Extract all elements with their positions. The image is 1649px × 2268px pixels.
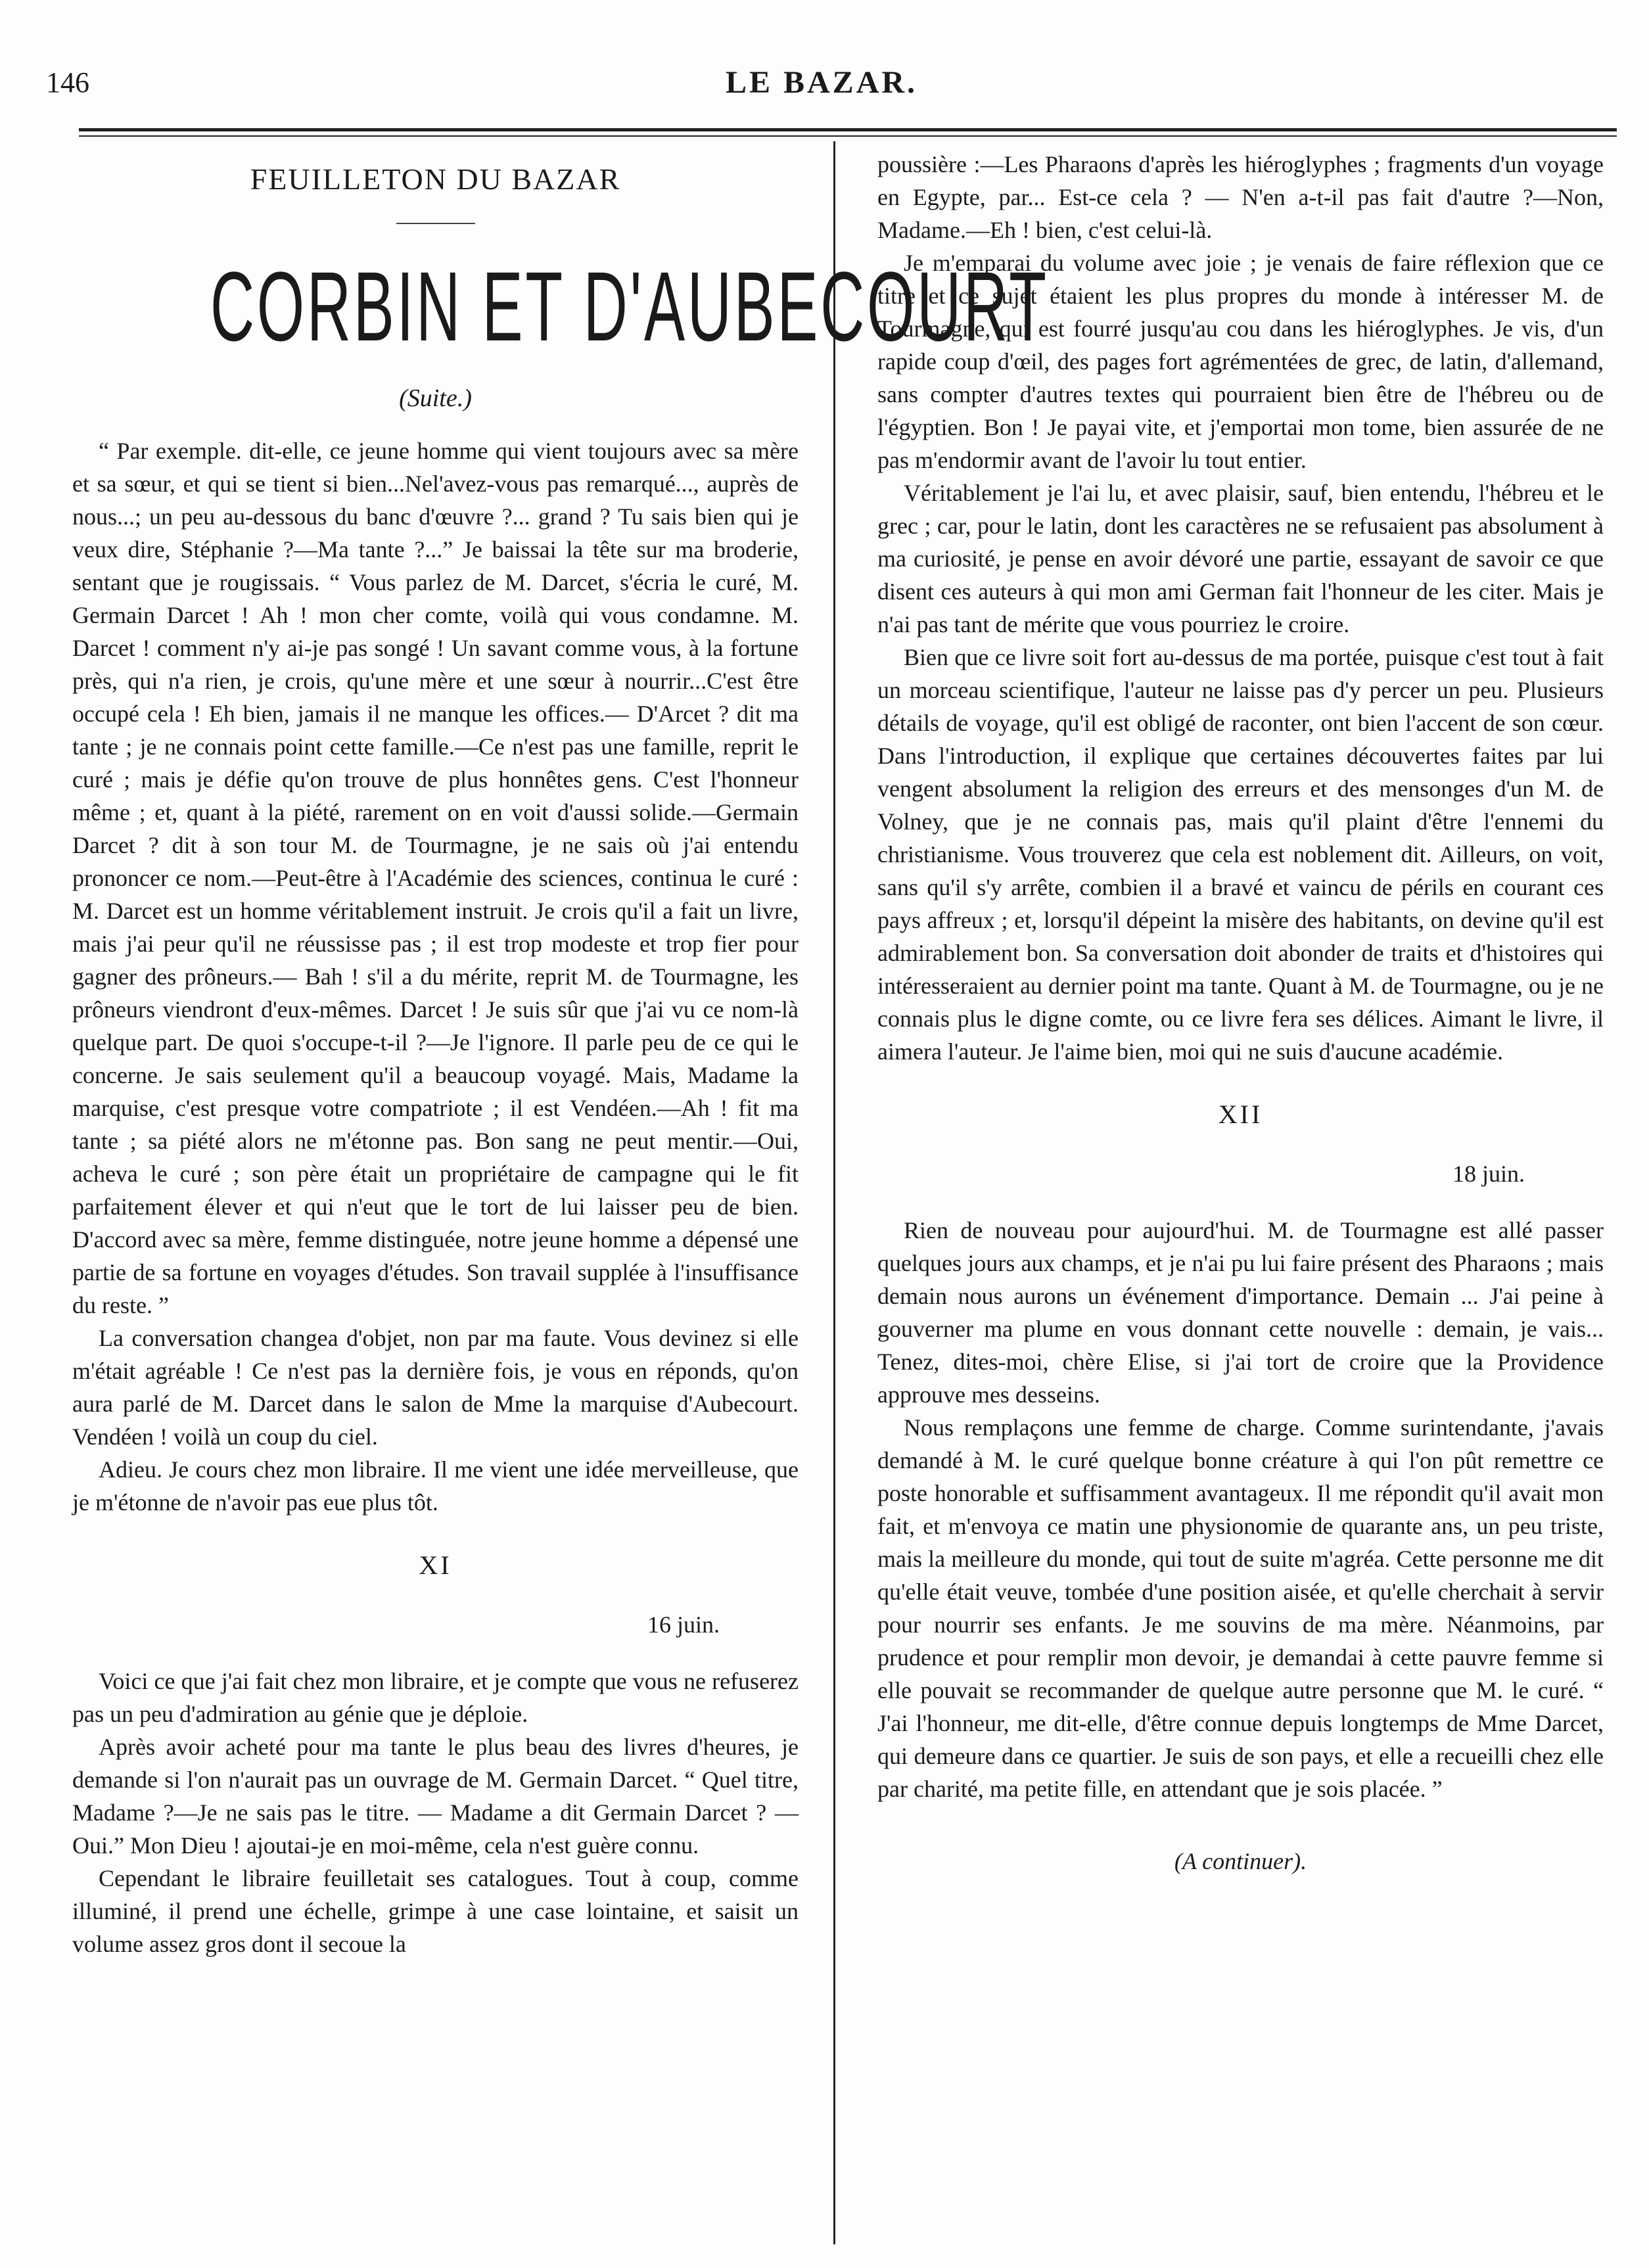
paragraph: Rien de nouveau pour aujourd'hui. M. de Tourmagne est allé passer quelques jours aux champs, et je n'ai pu lui faire présent des Pharaons ; mais demain nous aurons un événement d'importance. Demain ... J'ai peine à gouverner ma plume en vous donnant cette nouvelle : demain, je vais... Tenez, dites-moi, chère Elise, si j'ai tort de croire que la Providence approuve mes desseins.	[877, 1217, 1604, 1408]
paragraph: poussière :—Les Pharaons d'après les hiéroglyphes ; fragments d'un voyage en Egypte, par... Est-ce cela ? — N'en a-t-il pas fait d'autre ?—Non, Madame.—Eh ! bien, c'est celui-là.	[877, 151, 1604, 243]
column-divider	[833, 141, 835, 2244]
paragraph: “ Par exemple. dit-elle, ce jeune homme qui vient toujours avec sa mère et sa sœur, et qui se tient si bien...Nel'avez-vous pas remarqué..., auprès de nous...; un peu au-dessous du banc d'œuvre ?... grand ? Tu sais bien qui je veux dire, Stéphanie ?—Ma tante ?...” Je baissai la tête sur ma broderie, sentant que je rougissais. “ Vous parlez de M. Darcet, s'écria le curé, M. Germain Darcet ! Ah ! mon cher comte, voilà qui vous condamne. M. Darcet ! comment n'y ai-je pas songé ! Un savant comme vous, à la fortune près, qui n'a rien, je crois, qu'une mère et une sœur à nourrir...C'est être occupé cela ! Eh bien, jamais il ne manque les offices.— D'Arcet ? dit ma tante ; je ne connais point cette famille.—Ce n'est pas une famille, reprit le curé ; mais je défie qu'on trouve de plus honnêtes gens. C'est l'honneur même ; et, quant à la piété, rarement on en voit d'aussi solide.—Germain Darcet ? dit à son tour M. de Tourmagne, je ne sais où j'ai entendu prononcer ce nom.—Peut-être à l'Académie des sciences, continua le curé : M. Darcet est un homme véritablement instruit. Je crois qu'il a fait un livre, mais j'ai peur qu'il ne réussisse pas ; il est trop modeste et trop fier pour gagner des prôneurs.— Bah ! s'il a du mérite, reprit M. de Tourmagne, les prôneurs viendront d'eux-mêmes. Darcet ! Je suis sûr que j'ai vu ce nom-là quelque part. De quoi s'occupe-t-il ?—Je l'ignore. Il parle peu de ce qui le concerne. Je sais seulement qu'il a beaucoup voyagé. Mais, Madame la marquise, c'est presque votre compatriote ; il est Vendéen.—Ah ! fit ma tante ; sa piété alors ne m'étonne pas. Bon sang ne peut mentir.—Oui, acheva le curé ; son père était un propriétaire de campagne qui le fit parfaitement élever et qui n'eut que le tort de lui laisser peu de bien. D'accord avec sa mère, femme distinguée, notre jeune homme a dépensé une partie de sa fortune en voyages d'études. Son travail supplée à l'insuffisance du reste. ”	[72, 438, 799, 1318]
paragraph: Bien que ce livre soit fort au-dessus de ma portée, puisque c'est tout à fait un morceau scientifique, l'auteur ne laisse pas d'y percer un peu. Plusieurs détails de voyage, qu'il est obligé de raconter, ont bien l'accent de son cœur. Dans l'introduction, il explique que certaines découvertes faites par lui vengent absolument la religion des erreurs et des mensonges d'un M. de Volney, que je ne connais pas, mais qu'il plaint d'être l'ennemi du christianisme. Vous trouverez que cela est noblement dit. Ailleurs, on voit, sans qu'il s'y arrête, combien il a bravé et vaincu de périls en courant ces pays affreux ; et, lorsqu'il dépeint la misère des habitants, on devine qu'il est admirablement bon. Sa conversation doit abonder de traits et d'histoires qui intéresseraient au dernier point ma tante. Quant à M. de Tourmagne, ou je ne connais plus le digne comte, ou ce livre fera ses délices. Aimant le livre, il aimera l'auteur. Je l'aime bien, moi qui ne suis d'aucune académie.	[877, 644, 1604, 1065]
page-number: 146	[46, 66, 89, 99]
section-heading: FEUILLETON DU BAZAR	[250, 162, 621, 196]
date-xi: 16 juin.	[647, 1611, 720, 1638]
novel-title: CORBIN ET D'AUBECOURT	[210, 251, 1049, 361]
paragraph: Voici ce que j'ai fait chez mon libraire, et je compte que vous ne refuserez pas un peu d'admiration au génie que je déploie.	[72, 1668, 799, 1727]
closing-note: (A continuer).	[1174, 1848, 1307, 1874]
chapter-heading-xi: XI	[419, 1550, 452, 1580]
paragraph: Véritablement je l'ai lu, et avec plaisir, sauf, bien entendu, l'hébreu et le grec ; car, pour le latin, dont les caractères ne se refusaient pas absolument à ma curiosité, je pense en avoir dévoré une partie, essayant de savoir ce que disent ces auteurs à qui mon ami German fait l'honneur de les citer. Mais je n'ai pas tant de mérite que vous pourriez le croire.	[877, 480, 1604, 637]
chapter-heading-xii: XII	[1218, 1099, 1263, 1129]
journal-title: LE BAZAR.	[725, 65, 918, 100]
paragraph: Cependant le libraire feuilletait ses catalogues. Tout à coup, comme illuminé, il prend une échelle, grimpe à une case lointaine, et saisit un volume assez gros dont il secoue la	[72, 1865, 799, 1957]
right-column	[877, 148, 1604, 1878]
continuation-note: (Suite.)	[399, 384, 472, 412]
paragraph: Adieu. Je cours chez mon libraire. Il me vient une idée merveilleuse, que je m'étonne de n'avoir pas eue plus tôt.	[72, 1456, 799, 1516]
page-header	[39, 46, 1604, 112]
header-rule	[79, 128, 1617, 137]
ornament-rule	[396, 223, 475, 224]
left-column	[72, 148, 1049, 1960]
paragraph: Je m'emparai du volume avec joie ; je venais de faire réflexion que ce titre et ce sujet étaient les plus propres du monde à intéresser M. de Tourmagne, qui est fourré jusqu'au cou dans les hiéroglyphes. Je vis, d'un rapide coup d'œil, des pages fort agrémentées de grec, de latin, d'allemand, sans compter d'autres textes qui pourraient bien être de l'hébreu ou de l'égyptien. Bon ! Je payai vite, et j'emportai mon tome, bien assurée de ne pas m'endormir avant de l'avoir lu tout entier.	[877, 250, 1604, 473]
date-xii: 18 juin.	[1452, 1161, 1525, 1187]
paragraph: Nous remplaçons une femme de charge. Comme surintendante, j'avais demandé à M. le curé quelque bonne créature à qui l'on pût remettre ce poste honorable et suffisamment avantageux. Il me répondit qu'il avait mon fait, et m'envoya ce matin une physionomie de quarante ans, un peu triste, mais la meilleure du monde, qui tout de suite m'agréa. Cette personne me dit qu'elle était veuve, tombée d'une position aisée, et qu'elle cherchait à servir pour nourrir ses enfants. Je me souvins de ma mère. Néanmoins, par prudence et pour remplir mon devoir, je demandai à cette pauvre femme si elle pouvait se recommander de quelque autre personne que M. le curé. “ J'ai l'honneur, me dit-elle, d'être connue depuis longtemps de Mme Darcet, qui demeure dans ce quartier. Je suis de son pays, et elle a recueilli chez elle par charité, ma petite fille, en attendant que je sois placée. ”	[877, 1414, 1604, 1802]
paragraph: Après avoir acheté pour ma tante le plus beau des livres d'heures, je demande si l'on n'aurait pas un ouvrage de M. Germain Darcet. “ Quel titre, Madame ?—Je ne sais pas le titre. — Madame a dit Germain Darcet ? — Oui.” Mon Dieu ! ajoutai-je en moi-même, cela n'est guère connu.	[72, 1734, 799, 1859]
paragraph: La conversation changea d'objet, non par ma faute. Vous devinez si elle m'était agréable ! Ce n'est pas la dernière fois, je vous en réponds, qu'on aura parlé de M. Darcet dans le salon de Mme la marquise d'Aubecourt. Vendéen ! voilà un coup du ciel.	[72, 1325, 799, 1450]
